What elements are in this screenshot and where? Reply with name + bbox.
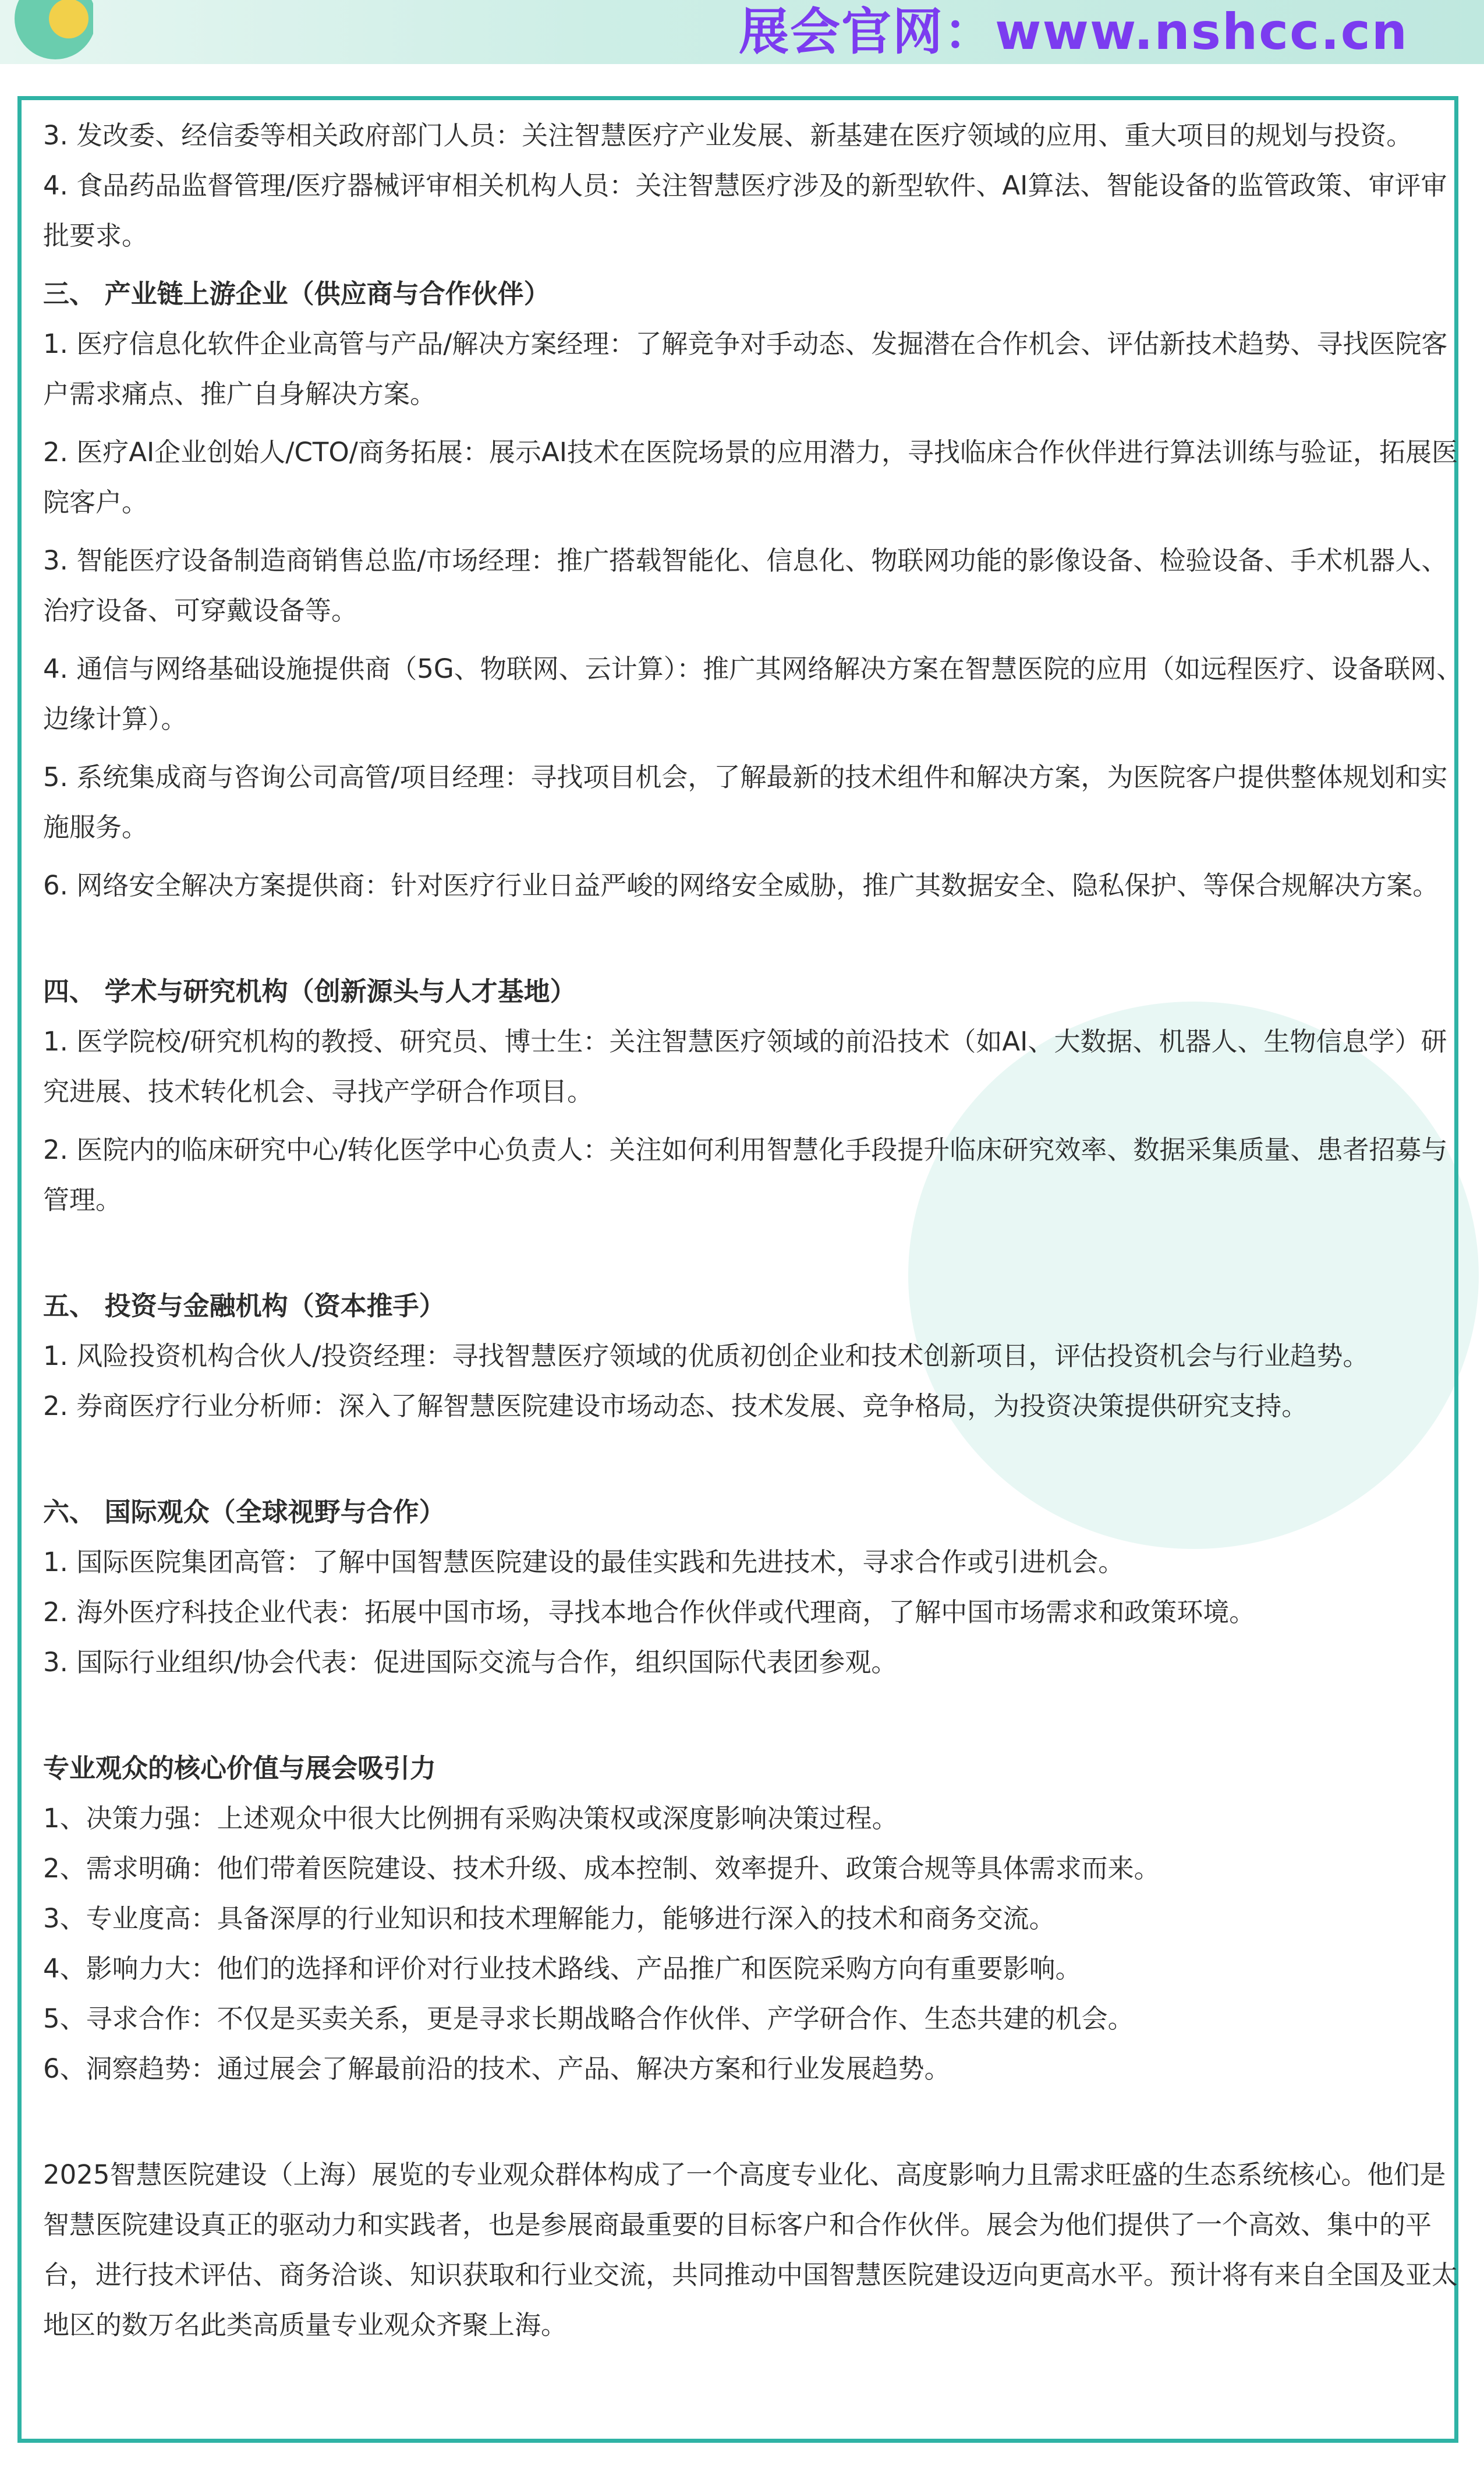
academic-item-1: 1. 医学院校/研究机构的教授、研究员、博士生：关注智慧医疗领域的前沿技术（如AI、大数据、机器人、生物信息学）研究进展、技术转化机会、寻找产学研合作项目。 (43, 1026, 1447, 1107)
value-heading: 专业观众的核心价值与展会吸引力 (43, 1753, 437, 1784)
finance-item-1: 1. 风险投资机构合伙人/投资经理：寻找智慧医疗领域的优质初创企业和技术创新项目，评估投资机会与行业趋势。 (43, 1340, 1369, 1371)
upstream-item-4: 4. 通信与网络基础设施提供商（5G、物联网、云计算）：推广其网络解决方案在智慧医院的应用（如远程医疗、设备联网、边缘计算）。 (43, 653, 1463, 734)
international-item-1: 1. 国际医院集团高管：了解中国智慧医院建设的最佳实践和先进技术，寻求合作或引进机会。 (43, 1547, 1125, 1577)
document-body (43, 111, 1464, 2350)
value-item-3: 3、专业度高：具备深厚的行业知识和技术理解能力，能够进行深入的技术和商务交流。 (43, 1903, 1056, 1934)
value-item-5: 5、寻求合作：不仅是买卖关系，更是寻求长期战略合作伙伴、产学研合作、生态共建的机会。 (43, 2003, 1134, 2034)
finance-item-2: 2. 券商医疗行业分析师：深入了解智慧医院建设市场动态、技术发展、竞争格局，为投资决策提供研究支持。 (43, 1391, 1308, 1421)
academic-item-2: 2. 医院内的临床研究中心/转化医学中心负责人：关注如何利用智慧化手段提升临床研究效率、数据采集质量、患者招募与管理。 (43, 1134, 1448, 1215)
gov-item-4: 4. 食品药品监督管理/医疗器械评审相关机构人员：关注智慧医疗涉及的新型软件、AI算法、智能设备的监管政策、审评审批要求。 (43, 170, 1447, 251)
site-title[interactable]: 展会官网：www.nshcc.cn (739, 3, 1408, 61)
logo-icon (0, 0, 93, 64)
upstream-item-6: 6. 网络安全解决方案提供商：针对医疗行业日益严峻的网络安全威胁，推广其数据安全、隐私保护、等保合规解决方案。 (43, 870, 1439, 901)
upstream-heading: 三、 产业链上游企业（供应商与合作伙伴） (43, 278, 550, 309)
upstream-item-2: 2. 医疗AI企业创始人/CTO/商务拓展：展示AI技术在医院场景的应用潜力，寻找临床合作伙伴进行算法训练与验证，拓展医院客户。 (43, 437, 1458, 518)
international-heading: 六、 国际观众（全球视野与合作） (43, 1497, 445, 1527)
upstream-item-3: 3. 智能医疗设备制造商销售总监/市场经理：推广搭载智能化、信息化、物联网功能的影像设备、检验设备、手术机器人、治疗设备、可穿戴设备等。 (43, 545, 1448, 626)
upstream-item-1: 1. 医疗信息化软件企业高管与产品/解决方案经理：了解竞争对手动态、发掘潜在合作机会、评估新技术趋势、寻找医院客户需求痛点、推广自身解决方案。 (43, 328, 1448, 409)
value-item-2: 2、需求明确：他们带着医院建设、技术升级、成本控制、效率提升、政策合规等具体需求而来。 (43, 1853, 1160, 1884)
finance-heading: 五、 投资与金融机构（资本推手） (43, 1290, 445, 1321)
international-item-3: 3. 国际行业组织/协会代表：促进国际交流与合作，组织国际代表团参观。 (43, 1647, 898, 1678)
upstream-item-5: 5. 系统集成商与咨询公司高管/项目经理：寻找项目机会，了解最新的技术组件和解决方案，为医院客户提供整体规划和实施服务。 (43, 762, 1448, 843)
gov-item-3: 3. 发改委、经信委等相关政府部门人员：关注智慧医疗产业发展、新基建在医疗领域的应用、重大项目的规划与投资。 (43, 120, 1413, 151)
academic-heading: 四、 学术与研究机构（创新源头与人才基地） (43, 976, 576, 1007)
value-item-1: 1、决策力强：上述观众中很大比例拥有采购决策权或深度影响决策过程。 (43, 1803, 898, 1834)
page-header (0, 0, 1484, 64)
value-item-6: 6、洞察趋势：通过展会了解最前沿的技术、产品、解决方案和行业发展趋势。 (43, 2053, 951, 2084)
summary-paragraph: 2025智慧医院建设（上海）展览的专业观众群体构成了一个高度专业化、高度影响力且需求旺盛的生态系统核心。他们是智慧医院建设真正的驱动力和实践者，也是参展商最重要的目标客户和合作伙伴。展会为他们提供了一个高效、集中的平台，进行技术评估、商务洽谈、知识获取和行业交流，共同推动中国智慧医院建设迈向更高水平。预计将有来自全国及亚太地区的数万名此类高质量专业观众齐聚上海。 (43, 2159, 1458, 2340)
value-item-4: 4、影响力大：他们的选择和评价对行业技术路线、产品推广和医院采购方向有重要影响。 (43, 1953, 1082, 1984)
international-item-2: 2. 海外医疗科技企业代表：拓展中国市场，寻找本地合作伙伴或代理商，了解中国市场需求和政策环境。 (43, 1597, 1256, 1628)
